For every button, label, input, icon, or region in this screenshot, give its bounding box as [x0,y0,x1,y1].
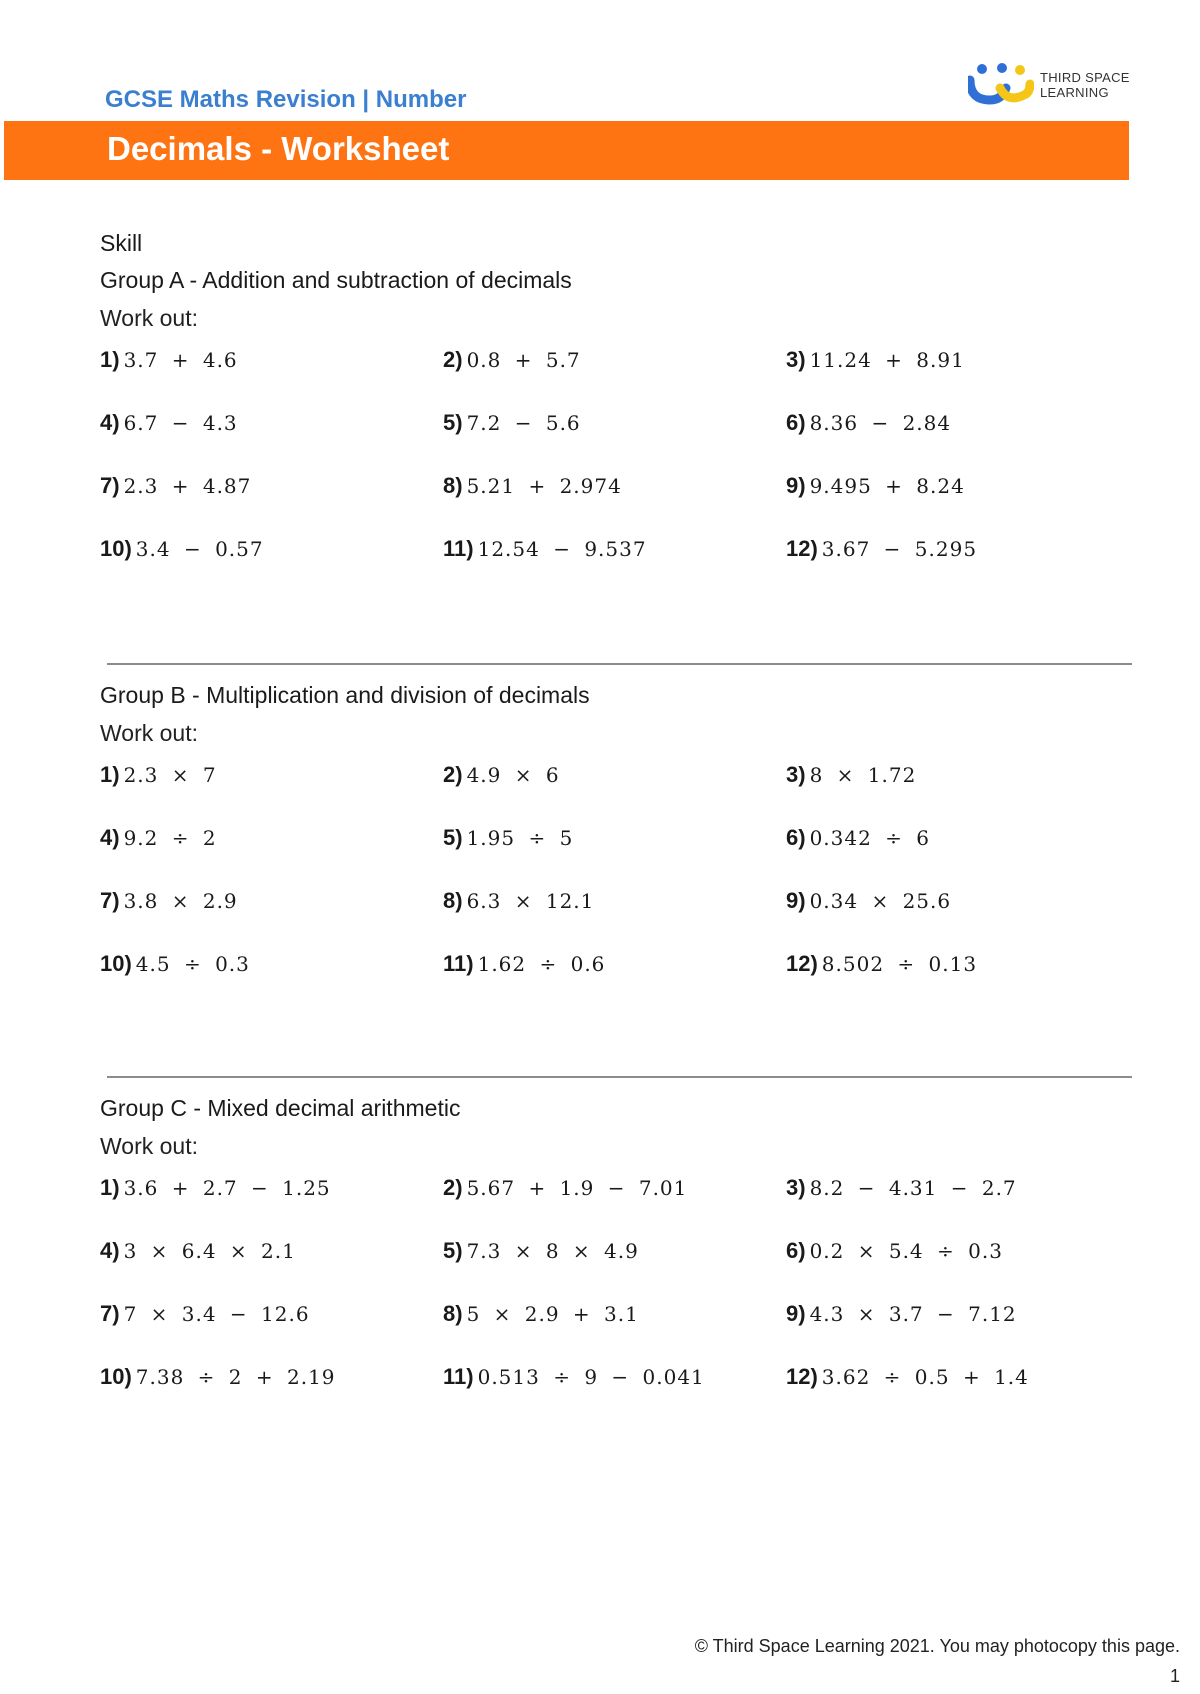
question-expression: 1.95 ÷ 5 [466,826,574,850]
question-item [100,408,443,471]
question-number: 12) [786,1364,818,1389]
question-expression: 1.62 ÷ 0.6 [477,952,606,976]
group-a [100,265,1130,597]
question-number: 3) [786,1175,806,1200]
question-expression: 4.3 × 3.7 − 7.12 [809,1302,1017,1326]
group-c [100,1093,1130,1425]
question-item [443,408,786,471]
question-expression: 3.8 × 2.9 [123,889,238,913]
skill-label: Skill [100,230,143,256]
question-number: 5) [443,825,463,850]
question-expression: 0.513 ÷ 9 − 0.041 [477,1365,705,1389]
question-number: 9) [786,1301,806,1326]
question-grid [100,345,1130,597]
question-expression: 7.38 ÷ 2 + 2.19 [135,1365,336,1389]
question-expression: 3 × 6.4 × 2.1 [123,1239,296,1263]
question-item [786,408,1130,471]
question-number: 1) [100,762,120,787]
question-expression: 7.3 × 8 × 4.9 [466,1239,639,1263]
section-divider [107,663,1132,665]
question-expression: 3.4 − 0.57 [135,537,264,561]
page-number: 1 [1169,1666,1180,1686]
question-grid [100,1173,1130,1425]
question-expression: 9.2 ÷ 2 [123,826,217,850]
question-item [100,1236,443,1299]
question-number: 4) [100,1238,120,1263]
question-expression: 0.2 × 5.4 ÷ 0.3 [809,1239,1003,1263]
question-item [100,1299,443,1362]
question-expression: 2.3 + 4.87 [123,474,252,498]
question-number: 10) [100,951,132,976]
question-number: 3) [786,347,806,372]
question-expression: 3.67 − 5.295 [821,537,978,561]
question-item [786,949,1130,1012]
question-number: 1) [100,1175,120,1200]
question-item [786,1362,1130,1425]
question-expression: 0.8 + 5.7 [466,348,581,372]
question-expression: 7 × 3.4 − 12.6 [123,1302,310,1326]
question-item [786,886,1130,949]
question-grid [100,760,1130,1012]
question-number: 8) [443,888,463,913]
section-divider [107,1076,1132,1078]
third-space-learning-logo [968,60,1148,110]
question-number: 9) [786,888,806,913]
question-item [443,760,786,823]
question-number: 4) [100,825,120,850]
question-item [443,886,786,949]
question-expression: 3.7 + 4.6 [123,348,238,372]
question-item [786,534,1130,597]
question-expression: 0.342 ÷ 6 [809,826,931,850]
question-expression: 8.2 − 4.31 − 2.7 [809,1176,1017,1200]
logo-text-line1: THIRD SPACE [1040,70,1130,85]
question-number: 1) [100,347,120,372]
question-expression: 3.6 + 2.7 − 1.25 [123,1176,331,1200]
group-b [100,680,1130,1012]
question-expression: 0.34 × 25.6 [809,889,952,913]
worksheet-title: Decimals - Worksheet [107,130,450,167]
instruction: Work out: [100,720,198,746]
question-expression: 6.7 − 4.3 [123,411,238,435]
question-item [443,1299,786,1362]
question-item [443,534,786,597]
question-expression: 8.36 − 2.84 [809,411,952,435]
question-item [100,345,443,408]
question-item [100,823,443,886]
group-title: Group A - Addition and subtraction of decimals [100,267,572,293]
question-expression: 5.21 + 2.974 [466,474,622,498]
copyright-footer: © Third Space Learning 2021. You may photocopy this page. [694,1636,1180,1656]
question-number: 9) [786,473,806,498]
question-item [786,1236,1130,1299]
question-number: 12) [786,536,818,561]
question-number: 10) [100,536,132,561]
question-number: 5) [443,1238,463,1263]
question-item [100,949,443,1012]
question-item [786,1299,1130,1362]
question-expression: 8 × 1.72 [809,763,917,787]
question-number: 2) [443,347,463,372]
instruction: Work out: [100,1133,198,1159]
instruction: Work out: [100,305,198,331]
group-title: Group B - Multiplication and division of decimals [100,682,590,708]
title-banner [4,121,1129,180]
question-item [443,471,786,534]
question-item [443,949,786,1012]
question-number: 11) [443,951,474,976]
question-number: 8) [443,1301,463,1326]
question-item [100,760,443,823]
question-number: 6) [786,1238,806,1263]
question-item [100,1173,443,1236]
question-expression: 6.3 × 12.1 [466,889,595,913]
logo-mark-icon [968,60,1034,106]
question-item [786,345,1130,408]
question-item [100,534,443,597]
header-title: GCSE Maths Revision | Number [105,86,467,113]
question-expression: 12.54 − 9.537 [477,537,647,561]
question-expression: 4.5 ÷ 0.3 [135,952,250,976]
question-item [786,1173,1130,1236]
question-item [100,471,443,534]
question-item [786,471,1130,534]
question-number: 4) [100,410,120,435]
question-item [786,760,1130,823]
question-item [100,1362,443,1425]
question-expression: 9.495 + 8.24 [809,474,965,498]
question-item [443,1362,786,1425]
logo-text-line2: LEARNING [1040,85,1109,100]
question-number: 7) [100,473,120,498]
question-item [443,1236,786,1299]
question-number: 6) [786,410,806,435]
question-item [443,1173,786,1236]
question-number: 8) [443,473,463,498]
group-title: Group C - Mixed decimal arithmetic [100,1095,461,1121]
question-expression: 3.62 ÷ 0.5 + 1.4 [821,1365,1029,1389]
question-number: 12) [786,951,818,976]
question-number: 11) [443,536,474,561]
question-number: 2) [443,1175,463,1200]
question-number: 11) [443,1364,474,1389]
question-number: 5) [443,410,463,435]
question-item [443,345,786,408]
question-expression: 7.2 − 5.6 [466,411,581,435]
question-item [443,823,786,886]
question-number: 6) [786,825,806,850]
question-expression: 11.24 + 8.91 [809,348,965,372]
question-number: 7) [100,1301,120,1326]
question-number: 10) [100,1364,132,1389]
question-expression: 8.502 ÷ 0.13 [821,952,978,976]
question-number: 2) [443,762,463,787]
question-item [100,886,443,949]
question-expression: 2.3 × 7 [123,763,217,787]
question-expression: 5.67 + 1.9 − 7.01 [466,1176,688,1200]
question-expression: 5 × 2.9 + 3.1 [466,1302,639,1326]
question-item [786,823,1130,886]
question-expression: 4.9 × 6 [466,763,560,787]
question-number: 3) [786,762,806,787]
question-number: 7) [100,888,120,913]
